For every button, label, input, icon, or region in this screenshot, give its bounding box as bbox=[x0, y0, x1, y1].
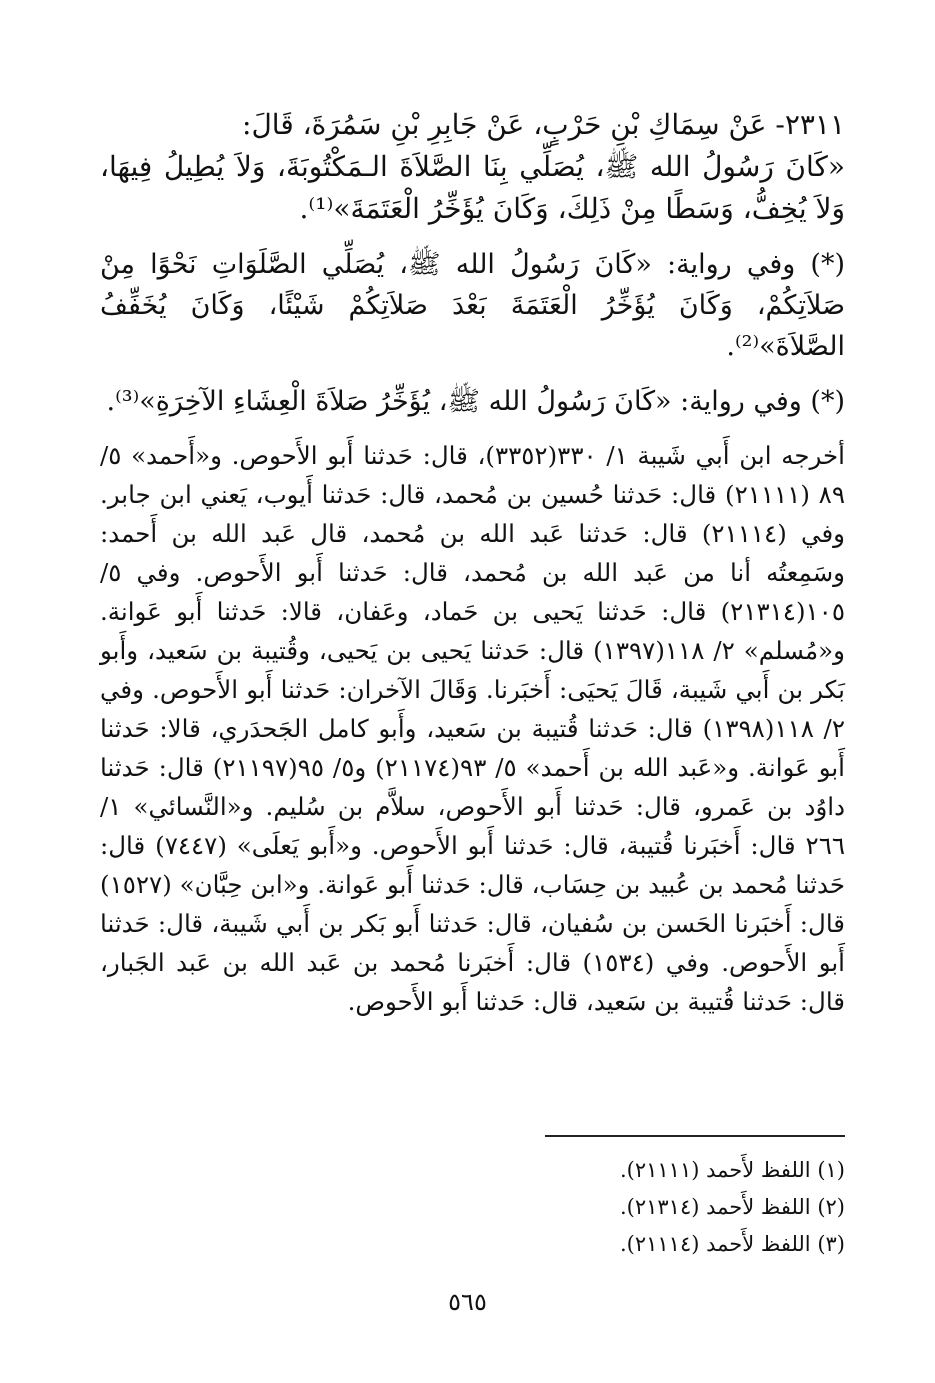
takhrij-paragraph: أخرجه ابن أَبي شَيبة ١/ ٣٣٠(٣٣٥٢)، قال: حَدثنا أَبو الأَحوص. و«أَحمد» ٥/ ٨٩ (٢١١١١) قال: حَدثنا حُسين بن مُحمد، قال: حَدثنا أَيوب، يَعني ابن جابر. وفي (٢١١١٤) قال: حَدثنا عَبد الله بن مُحمد، قال عَبد الله بن أَحمد: وسَمِعتُه أنا من عَبد الله بن مُحمد، قال: حَدثنا أَبو الأَحوص. وفي ٥/ ١٠٥(٢١٣١٤) قال: حَدثنا يَحيى بن حَماد، وعَفان، قالا: حَدثنا أَبو عَوانة. و«مُسلم» ٢/ ١١٨(١٣٩٧) قال: حَدثنا يَحيى بن يَحيى، وقُتيبة بن سَعيد، وأَبو بَكر بن أَبي شَيبة، قَالَ يَحيَى: أَخبَرنا. وَقَالَ الآخران: حَدثنا أَبو الأَحوص. وفي ٢/ ١١٨(١٣٩٨) قال: حَدثنا قُتيبة بن سَعيد، وأَبو كامل الجَحدَري، قالا: حَدثنا أَبو عَوانة. و«عَبد الله بن أَحمد» ٥/ ٩٣(٢١١٧٤) و٥/ ٩٥(٢١١٩٧) قال: حَدثنا داوُد بن عَمرو، قال: حَدثنا أَبو الأَحوص، سلاَّم بن سُليم. و«النَّسائي» ١/ ٢٦٦ قال: أَخبَرنا قُتيبة، قال: حَدثنا أَبو الأَحوص. و«أَبو يَعلَى» (٧٤٤٧) قال: حَدثنا مُحمد بن عُبيد بن حِسَاب، قال: حَدثنا أَبو عَوانة. و«ابن حِبَّان» (١٥٢٧) قال: أَخبَرنا الحَسن بن سُفيان، قال: حَدثنا أَبو بَكر بن أَبي شَيبة، قال: حَدثنا أَبو الأَحوص. وفي (١٥٣٤) قال: أَخبَرنا مُحمد بن عَبد الله بن عَبد الجَبار، قال: حَدثنا قُتيبة بن سَعيد، قال: حَدثنا أَبو الأَحوص. bbox=[100, 441, 846, 1016]
riwaya-2: (*) وفي رواية: «كَانَ رَسُولُ الله ﷺ، يُؤَخِّرُ صَلاَةَ الْعِشَاءِ الآخِرَةِ»⁽³⁾. bbox=[106, 386, 845, 417]
footnote-divider bbox=[545, 1135, 845, 1137]
page-number: ٥٦٥ bbox=[448, 1288, 487, 1316]
riwaya-1: (*) وفي رواية: «كَانَ رَسُولُ الله ﷺ، يُصَلِّي الصَّلَوَاتِ نَحْوًا مِنْ صَلاَتِكُمْ، وَكَانَ يُؤَخِّرُ الْعَتَمَةَ بَعْدَ صَلاَتِكُمْ شَيْئًا، وَكَانَ يُخَفِّفُ الصَّلاَةَ»⁽²⁾. bbox=[100, 249, 845, 362]
page-body bbox=[100, 104, 845, 1035]
footnote-1: (١) اللفظ لأَحمد (٢١١١١). bbox=[619, 1158, 845, 1182]
hadith-heading: ٢٣١١- عَنْ سِمَاكِ بْنِ حَرْبٍ، عَنْ جَابِرِ بْنِ سَمُرَةَ، قَالَ: bbox=[242, 108, 845, 141]
footnote-3: (٣) اللفظ لأَحمد (٢١١١٤). bbox=[619, 1232, 845, 1256]
footnotes bbox=[400, 1152, 845, 1263]
footnote-2: (٢) اللفظ لأَحمد (٢١٣١٤). bbox=[619, 1195, 845, 1219]
hadith-matn: «كَانَ رَسُولُ الله ﷺ، يُصَلِّي بِنَا الصَّلاَةَ الـمَكْتُوبَةَ، وَلاَ يُطِيلُ فِيهَا، وَلاَ يُخِفُّ، وَسَطًا مِنْ ذَلِكَ، وَكَانَ يُؤَخِّرُ الْعَتَمَةَ»⁽¹⁾. bbox=[100, 150, 845, 225]
hadith-text bbox=[100, 104, 845, 230]
